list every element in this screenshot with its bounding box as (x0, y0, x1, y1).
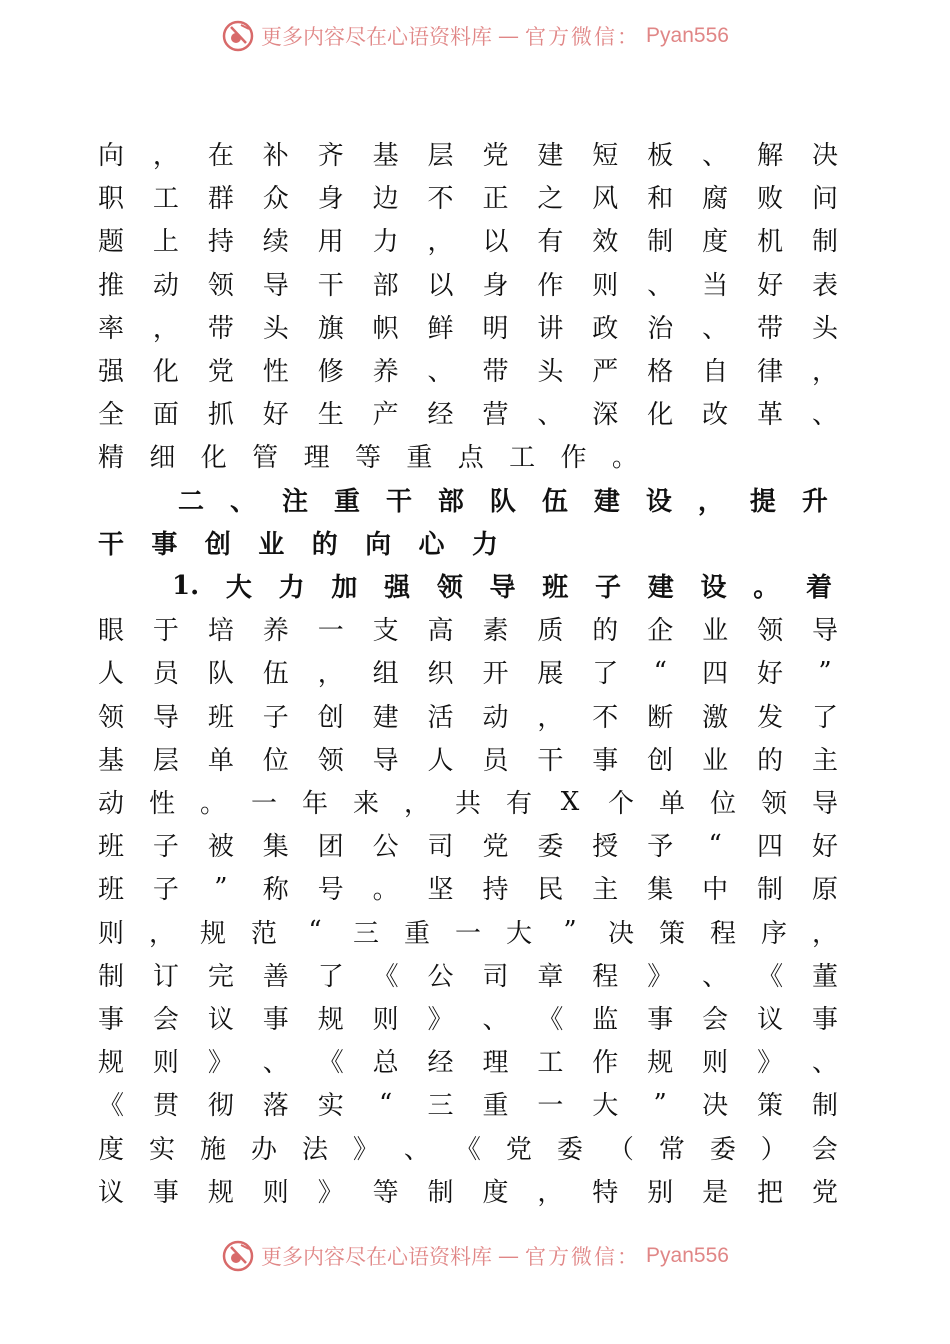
watermark-header (0, 16, 950, 56)
text-line: 规 则 》 、 《 总 经 理 工 作 规 则 》 、 (98, 1048, 838, 1079)
text-line: 班 子 被 集 团 公 司 党 委 授 予 “ 四 好 (98, 829, 838, 863)
text-line: 精 细 化 管 理 等 重 点 工 作 。 (98, 443, 638, 474)
text-line: 班 子 ” 称 号 。 坚 持 民 主 集 中 制 原 (98, 872, 838, 906)
text-line: 率 ， 带 头 旗 帜 鲜 明 讲 政 治 、 带 头 (98, 313, 838, 344)
watermark-left-text: 更多内容尽在心语资料库 (261, 25, 493, 49)
text-line: 强 化 党 性 修 养 、 带 头 严 格 自 律 ， (98, 357, 838, 387)
text-line: 推 动 领 导 干 部 以 身 作 则 、 当 好 表 (98, 270, 838, 301)
text-line: 动 性 。 一 年 来 ， 共 有 X 个 单 位 领 导 (98, 786, 838, 819)
text-line: 基 层 单 位 领 导 人 员 干 事 创 业 的 主 (98, 745, 838, 776)
text-line: 眼 于 培 养 一 支 高 素 质 的 企 业 领 导 (98, 616, 838, 647)
text-line: 则 ， 规 范 “ 三 重 一 大 ” 决 策 程 序 ， (98, 916, 838, 949)
watermark-id: Pyan556 (646, 1244, 729, 1267)
watermark-left-text: 更多内容尽在心语资料库 (261, 1245, 493, 1269)
text-line: 全 面 抓 好 生 产 经 营 、 深 化 改 革 、 (98, 400, 838, 431)
watermark-right-text: 官方微信： (525, 25, 641, 49)
text-line: 《 贯 彻 落 实 “ 三 重 一 大 ” 决 策 制 (98, 1088, 838, 1122)
logo-icon (221, 1239, 255, 1273)
logo-icon (221, 19, 255, 53)
text-line: 题 上 持 续 用 力 ， 以 有 效 制 度 机 制 (98, 227, 838, 258)
text-line: 干 事 创 业 的 向 心 力 (98, 529, 498, 560)
text-line: 度 实 施 办 法 》 、 《 党 委 （ 常 委 ） 会 (98, 1134, 838, 1165)
text-line: 议 事 规 则 》 等 制 度 ， 特 别 是 把 党 (98, 1177, 838, 1208)
text-line: 人 员 队 伍 ， 组 织 开 展 了 “ 四 好 ” (98, 656, 832, 690)
watermark-footer (0, 1236, 950, 1276)
text-line: 1. 大 力 加 强 领 导 班 子 建 设 。 着 (172, 570, 832, 603)
watermark-dash: — (498, 1244, 520, 1268)
text-line: 二 、 注 重 干 部 队 伍 建 设 ， 提 升 (178, 486, 828, 517)
watermark-id: Pyan556 (646, 24, 729, 47)
text-line: 制 订 完 善 了 《 公 司 章 程 》 、 《 董 (98, 961, 838, 992)
watermark-right-text: 官方微信： (525, 1245, 641, 1269)
text-line: 领 导 班 子 创 建 活 动 ， 不 断 激 发 了 (98, 702, 838, 733)
text-line: 向 ， 在 补 齐 基 层 党 建 短 板 、 解 决 (98, 141, 838, 171)
watermark-dash: — (498, 24, 520, 48)
text-line: 事 会 议 事 规 则 》 、 《 监 事 会 议 事 (98, 1005, 838, 1035)
text-line: 职 工 群 众 身 边 不 正 之 风 和 腐 败 问 (98, 184, 838, 215)
